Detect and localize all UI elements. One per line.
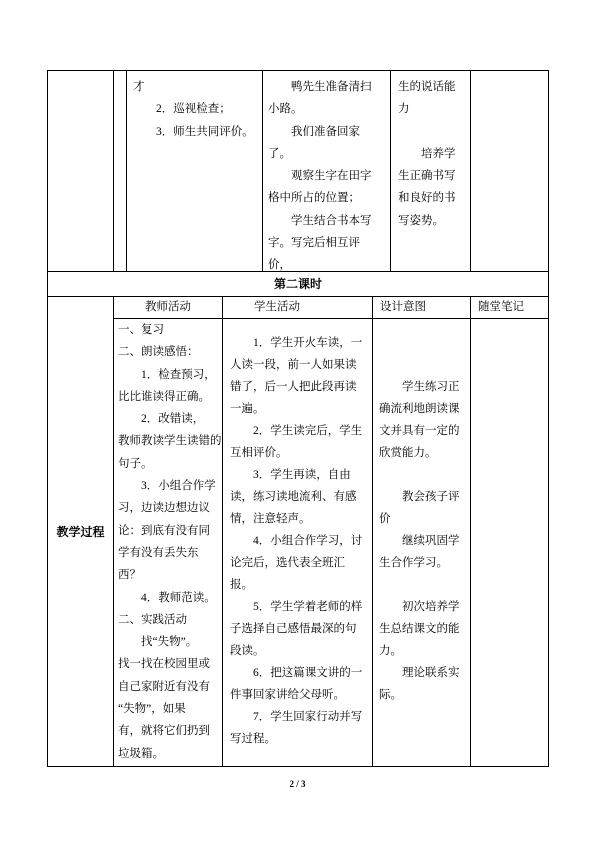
- row-label-cell: [47, 296, 114, 767]
- teacher-activity-line: 2．巡视检查；: [156, 103, 231, 116]
- teacher-activity-line: 习，边读边想边议: [118, 502, 210, 515]
- student-activity-line: 2．学生读完后，学生: [253, 425, 363, 437]
- design-intent-line: 价: [379, 513, 391, 525]
- class-notes-cell: [470, 318, 549, 767]
- header-class-notes-label: 随堂笔记: [478, 301, 524, 313]
- design-intent-line: 力: [398, 103, 410, 116]
- student-activity-line: 格中所占的位置；: [268, 192, 360, 205]
- teacher-activity-line: 2．改错读，: [141, 413, 205, 426]
- design-intent-line: 文并具有一定的: [379, 425, 460, 437]
- student-activity-line: 一遍。: [230, 403, 265, 415]
- design-intent-line: 生总结课文的能: [379, 623, 460, 635]
- teacher-activity-line: 才: [133, 81, 145, 93]
- teacher-activity-line: 4．教师范读。: [141, 591, 216, 604]
- teacher-activity-line: 找一找在校园里或: [118, 658, 210, 671]
- student-activity-line: 6．把这篇课文讲的一: [253, 667, 363, 679]
- design-intent-line: 理论联系实: [402, 667, 460, 679]
- student-activity-cell-part1: [262, 70, 391, 272]
- teacher-activity-line: 1．检查预习，: [141, 368, 216, 381]
- teacher-activity-line: 比比谁读得正确。: [118, 390, 210, 403]
- design-intent-line: 继续巩固学: [402, 535, 460, 547]
- header-student-activity-label: 学生活动: [254, 301, 300, 313]
- notes-cell-part1: [470, 70, 549, 272]
- page-number: 2 / 3: [289, 779, 306, 789]
- header-design-intent-label: 设计意图: [380, 301, 426, 313]
- student-activity-line: 5．学生学着老师的样: [253, 601, 363, 613]
- student-activity-line: 论完后，选代表全班汇: [230, 557, 345, 569]
- teacher-activity-line: 教师教读学生读错的: [118, 435, 222, 448]
- teacher-activity-line: 二、朗读感悟：: [118, 346, 199, 359]
- student-activity-line: 互相评价。: [230, 447, 288, 459]
- header-design-intent: [372, 296, 471, 319]
- design-intent-line: 生合作学习。: [379, 557, 448, 569]
- design-intent-line: 写姿势。: [398, 214, 444, 227]
- student-activity-line: 人读一段，前一人如果读: [230, 359, 357, 371]
- student-activity-line: 字。写完后相互评: [268, 237, 360, 250]
- row-label-cell-continued: [47, 70, 114, 272]
- teacher-activity-line: 自己家附近有没有: [118, 680, 210, 693]
- student-activity-line: 情，注意轻声。: [230, 513, 311, 525]
- teacher-activity-line: 学有没有丢失东: [118, 546, 199, 559]
- student-activity-line: 报。: [230, 579, 253, 591]
- teacher-activity-line: 西？: [118, 569, 141, 582]
- design-intent-line: 欣赏能力。: [379, 447, 437, 459]
- design-intent-line: 培养学: [421, 147, 456, 160]
- student-activity-line: 7．学生回家行动并写: [253, 711, 363, 723]
- student-activity-line: 我们准备回家: [291, 125, 360, 138]
- student-activity-line: 错了，后一人把此段再读: [230, 381, 357, 393]
- student-activity-cell: [222, 318, 373, 767]
- student-activity-line: 价，: [268, 259, 291, 272]
- design-intent-cell-part1: [390, 70, 471, 272]
- teacher-activity-line: 有，就将它们扔到: [118, 725, 210, 738]
- teacher-activity-line: 找“失物”。: [141, 636, 198, 649]
- student-activity-line: 读，练习读地流利、有感: [230, 491, 357, 503]
- teacher-activity-line: 垃圾箱。: [118, 747, 164, 760]
- student-activity-line: 3．学生再读，自由: [253, 469, 351, 481]
- design-intent-line: 力。: [379, 645, 402, 657]
- header-student-activity: [222, 296, 373, 319]
- teacher-activity-line: 句子。: [118, 457, 153, 470]
- teacher-activity-line: 一、复习: [118, 324, 164, 336]
- teacher-activity-line: 3．小组合作学: [141, 480, 216, 493]
- teacher-activity-cell: [113, 318, 223, 767]
- design-intent-line: 际。: [379, 689, 402, 701]
- lesson-title: 第二课时: [273, 277, 322, 291]
- design-intent-line: 生正确书写: [398, 170, 456, 183]
- header-teacher-activity-label: 教师活动: [145, 301, 191, 313]
- teacher-activity-line: 二、实践活动: [118, 613, 187, 626]
- student-activity-line: 观察生字在田字: [291, 170, 372, 183]
- student-activity-line: 小路。: [268, 103, 303, 116]
- teacher-activity-line: 3．师生共同评价。: [156, 125, 254, 138]
- student-activity-line: 鸭先生准备清扫: [291, 81, 372, 93]
- design-intent-line: 学生练习正: [402, 381, 460, 393]
- row-label-teaching-process: 教学过程: [56, 525, 105, 539]
- header-class-notes: [470, 296, 549, 319]
- student-activity-line: 段读。: [230, 645, 265, 657]
- narrow-empty-cell: [113, 70, 127, 272]
- design-intent-line: 和良好的书: [398, 192, 456, 205]
- lesson-title-row: [47, 271, 549, 297]
- design-intent-line: 确流利地朗读课: [379, 403, 460, 415]
- student-activity-line: 子选择自己感悟最深的句: [230, 623, 357, 635]
- student-activity-line: 4．小组合作学习，讨: [253, 535, 363, 547]
- design-intent-line: 生的说话能: [398, 81, 456, 93]
- design-intent-cell: [372, 318, 471, 767]
- design-intent-line: 初次培养学: [402, 601, 460, 613]
- header-teacher-activity: [113, 296, 223, 319]
- student-activity-line: 件事回家讲给父母听。: [230, 689, 345, 701]
- teacher-activity-cell-part1: [126, 70, 263, 272]
- teacher-activity-line: “失物”，如果: [118, 703, 186, 716]
- teacher-activity-line: 论：到底有没有同: [118, 524, 210, 537]
- student-activity-line: 1．学生开火车读，一: [253, 337, 363, 349]
- design-intent-line: 教会孩子评: [402, 491, 460, 503]
- student-activity-line: 了。: [268, 147, 291, 160]
- student-activity-line: 写过程。: [230, 733, 276, 745]
- student-activity-line: 学生结合书本写: [291, 214, 372, 227]
